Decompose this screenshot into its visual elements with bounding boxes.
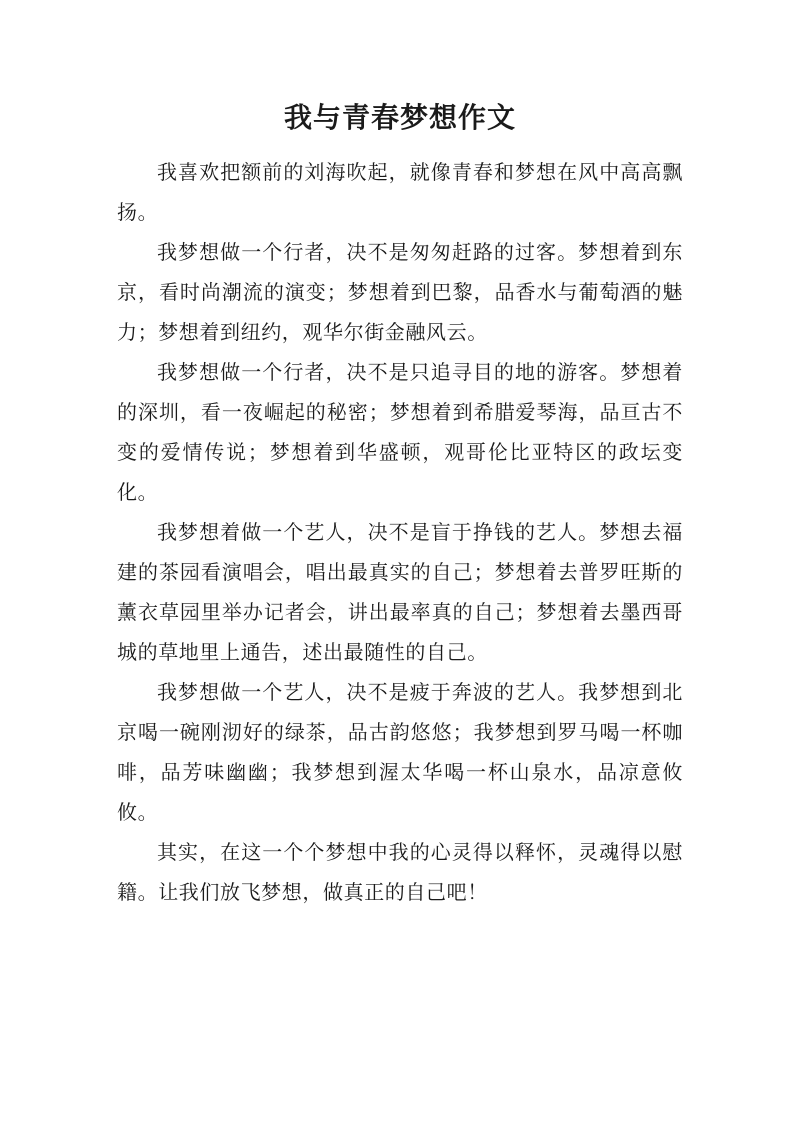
- document-body: [117, 152, 683, 912]
- document-title: 我与青春梦想作文: [283, 101, 516, 134]
- paragraph-4: 我梦想着做一个艺人，决不是盲于挣钱的艺人。梦想去福建的茶园看演唱会，唱出最真实的自己；梦想着去普罗旺斯的薰衣草园里举办记者会，讲出最率真的自己；梦想着去墨西哥城的草地里上通告，述出最随性的自己。: [117, 520, 683, 664]
- paragraph-1: 我喜欢把额前的刘海吹起，就像青春和梦想在风中高高飘扬。: [117, 160, 683, 224]
- paragraph-5: 我梦想做一个艺人，决不是疲于奔波的艺人。我梦想到北京喝一碗刚沏好的绿茶，品古韵悠悠；我梦想到罗马喝一杯咖啡，品芳味幽幽；我梦想到渥太华喝一杯山泉水，品凉意攸攸。: [117, 680, 683, 824]
- paragraph-2: 我梦想做一个行者，决不是匆匆赶路的过客。梦想着到东京，看时尚潮流的演变；梦想着到巴黎，品香水与葡萄酒的魅力；梦想着到纽约，观华尔街金融风云。: [117, 240, 683, 344]
- paragraph-3: 我梦想做一个行者，决不是只追寻目的地的游客。梦想着的深圳，看一夜崛起的秘密；梦想着到希腊爱琴海，品亘古不变的爱情传说；梦想着到华盛顿，观哥伦比亚特区的政坛变化。: [117, 360, 683, 504]
- paragraph-6: 其实，在这一个个梦想中我的心灵得以释怀，灵魂得以慰籍。让我们放飞梦想，做真正的自己吧！: [117, 840, 683, 904]
